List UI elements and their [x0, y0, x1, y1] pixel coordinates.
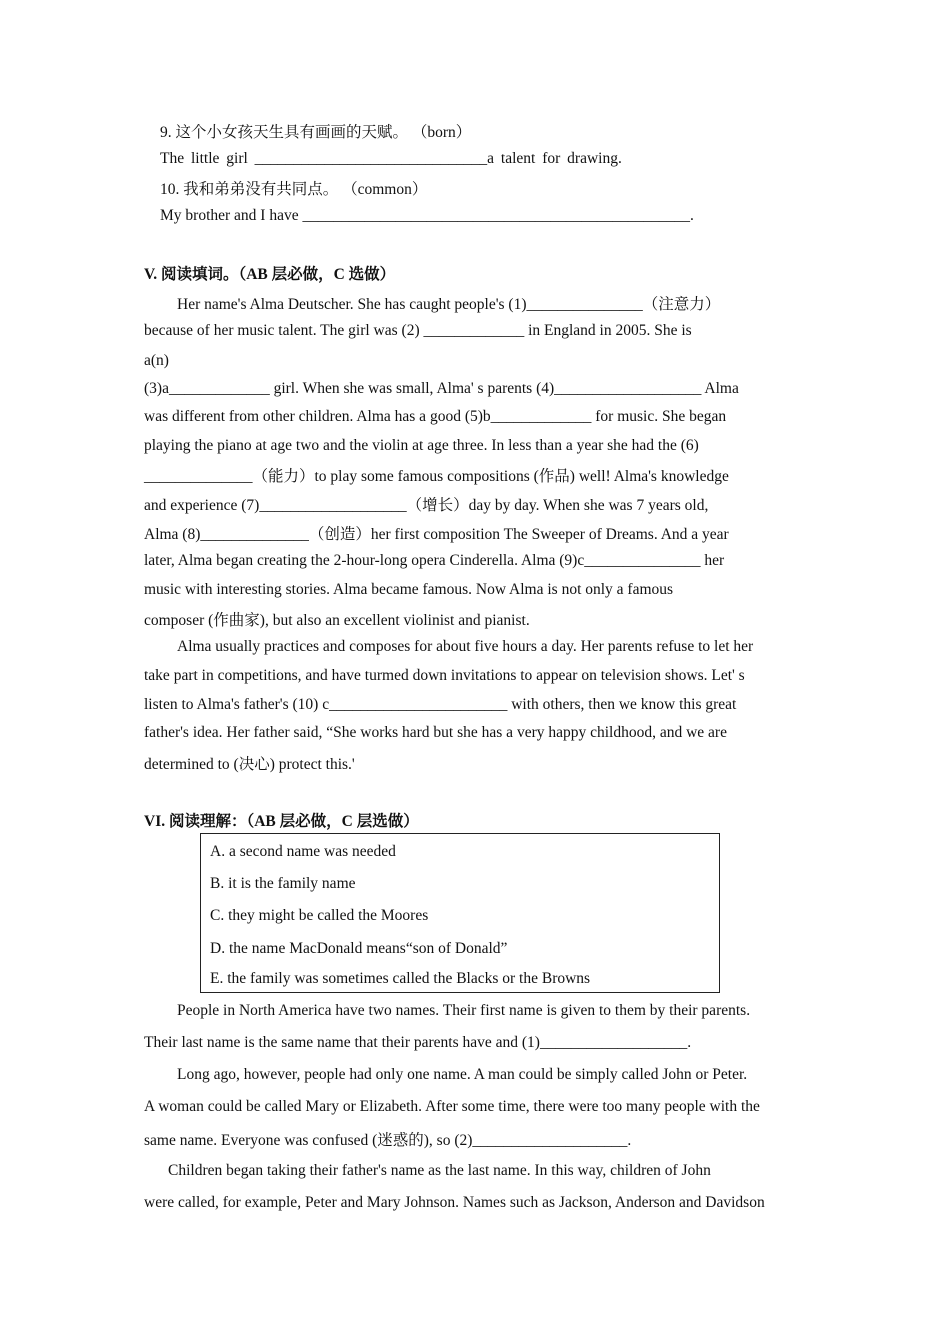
passage-line: Children began taking their father's name as the last name. In this way, children of John [168, 1162, 711, 1179]
q10-english: My brother and I have __________________________________________________. [160, 207, 694, 224]
passage-line: later, Alma began creating the 2-hour-long opera Cinderella. Alma (9)c_______________ her [144, 552, 725, 569]
option-e: E. the family was sometimes called the Blacks or the Browns [210, 970, 591, 987]
passage-line: same name. Everyone was confused (迷惑的), so (2)____________________. [144, 1132, 632, 1149]
passage-line: listen to Alma's father's (10) c_______________________ with others, then we know this great [144, 696, 737, 713]
option-c: C. they might be called the Moores [210, 907, 429, 924]
passage-line: because of her music talent. The girl was (2) _____________ in England in 2005. She is [144, 322, 692, 339]
section-vi-heading: VI. 阅读理解：（AB 层必做，C 层选做） [144, 813, 419, 830]
passage-line: and experience (7)___________________（增长）day by day. When she was 7 years old, [144, 497, 709, 514]
passage-line: father's idea. Her father said, “She works hard but she has a very happy childhood, and we are [144, 724, 727, 741]
passage-line: People in North America have two names. Their first name is given to them by their parents. [177, 1002, 751, 1019]
passage-line: Long ago, however, people had only one name. A man could be simply called John or Peter. [177, 1066, 748, 1083]
q9-english: The little girl ______________________________a talent for drawing. [160, 150, 622, 167]
q10-chinese: 10. 我和弟弟没有共同点。 （common） [160, 181, 428, 198]
passage-line: take part in competitions, and have turmed down invitations to appear on television shows. Let' s [144, 667, 745, 684]
passage-line: Alma (8)______________（创造）her first composition The Sweeper of Dreams. And a year [144, 526, 729, 543]
passage-line: a(n) [144, 352, 169, 369]
q9-chinese: 9. 这个小女孩天生具有画画的天赋。 （born） [160, 124, 472, 141]
option-d: D. the name MacDonald means“son of Donald” [210, 940, 508, 957]
passage-line: music with interesting stories. Alma became famous. Now Alma is not only a famous [144, 581, 674, 598]
passage-line: (3)a_____________ girl. When she was small, Alma' s parents (4)___________________ Alma [144, 380, 739, 397]
passage-line: Their last name is the same name that their parents have and (1)___________________. [144, 1034, 692, 1051]
passage-line: determined to (决心) protect this.' [144, 756, 355, 773]
passage-line: were called, for example, Peter and Mary Johnson. Names such as Jackson, Anderson and Davidson [144, 1194, 765, 1211]
options-box [200, 833, 720, 993]
option-b: B. it is the family name [210, 875, 356, 892]
passage-line: playing the piano at age two and the violin at age three. In less than a year she had the (6) [144, 437, 699, 454]
passage-line: ______________（能力）to play some famous compositions (作品) well! Alma's knowledge [144, 468, 729, 485]
passage-line: A woman could be called Mary or Elizabeth. After some time, there were too many people with the [144, 1098, 760, 1115]
passage-line: composer (作曲家), but also an excellent violinist and pianist. [144, 612, 530, 629]
passage-line: Alma usually practices and composes for about five hours a day. Her parents refuse to let her [177, 638, 754, 655]
passage-line: Her name's Alma Deutscher. She has caught people's (1)_______________（注意力） [177, 296, 721, 313]
section-v-heading: V. 阅读填词。（AB 层必做，C 选做） [144, 266, 396, 283]
option-a: A. a second name was needed [210, 843, 396, 860]
passage-line: was different from other children. Alma has a good (5)b_____________ for music. She began [144, 408, 727, 425]
